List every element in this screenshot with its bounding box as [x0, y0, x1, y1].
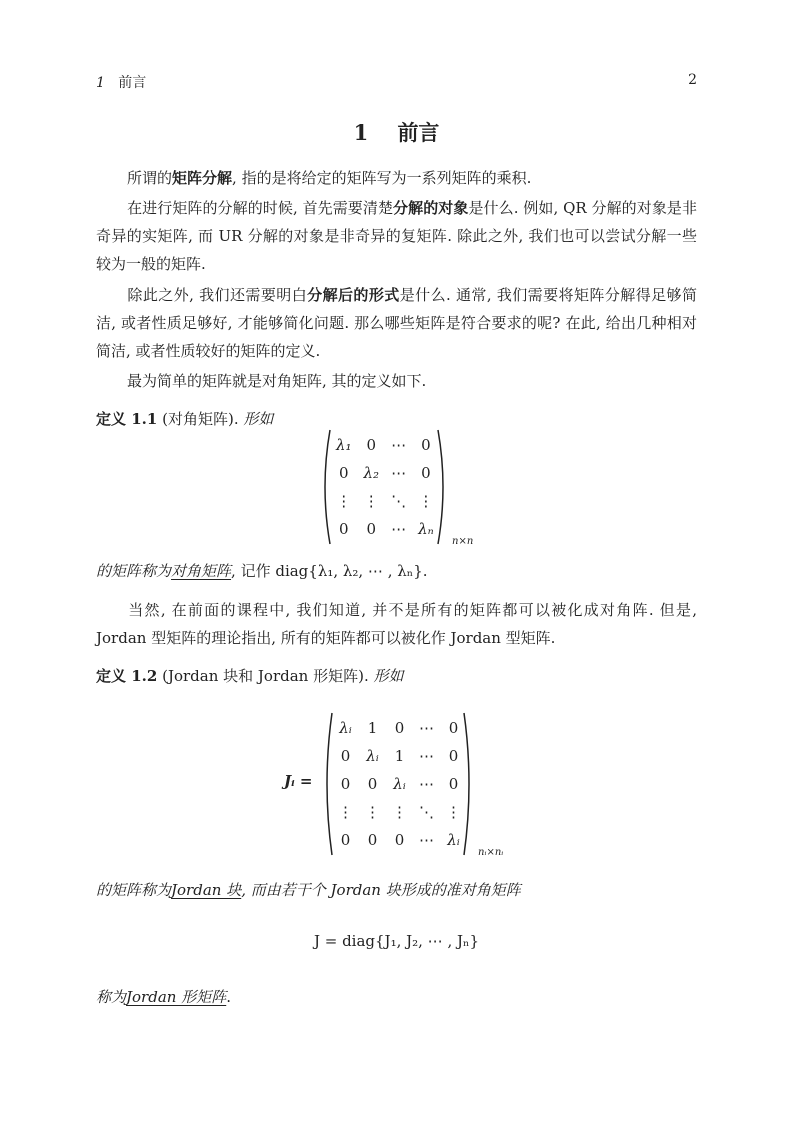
section-title-text: 前言	[397, 120, 440, 145]
matrix-body	[332, 714, 467, 854]
p2-text-a: 在进行矩阵的分解的时候, 首先需要清楚	[127, 199, 394, 217]
matrix-cell: 0	[421, 436, 431, 454]
paragraph-1	[96, 164, 697, 192]
p3-bold-term: 分解后的形式	[307, 286, 400, 304]
definition-label: 定义 1.2	[96, 667, 158, 685]
matrix-cell: ⋮	[338, 803, 353, 821]
p2-text-b: 是什么. 例如, QR 分解的对象是非奇异的实矩阵, 而 UR 分解的对象是非奇异的复矩阵. 除此之外, 我们也可以尝试分解一些较为一般的矩阵.	[96, 199, 697, 273]
definition-lead: 形如	[243, 410, 274, 428]
matrix-dimensions: n×n	[452, 536, 474, 547]
matrix-cell: 0	[340, 831, 351, 849]
def1-after-b: , 记作 diag{λ₁, λ₂, ⋯ , λₙ}.	[231, 562, 428, 580]
matrix-row	[332, 742, 467, 770]
matrix-row	[332, 714, 467, 742]
matrix-cell: λ₁	[336, 436, 352, 454]
paragraph-3	[96, 281, 697, 365]
paragraph-4	[96, 367, 697, 395]
matrix-cell: 0	[366, 520, 377, 538]
matrix-cell: λᵢ	[447, 831, 460, 849]
matrix-cell: 0	[340, 747, 351, 765]
definition-name: (Jordan 块和 Jordan 形矩阵).	[162, 667, 369, 685]
matrix-cell: ⋯	[419, 831, 434, 849]
matrix-row	[332, 826, 467, 854]
matrix-cell: λᵢ	[339, 719, 352, 737]
defined-term: 对角矩阵	[171, 562, 232, 580]
p1-text-b: , 指的是将给定的矩阵写为一系列矩阵的乘积.	[232, 169, 532, 187]
matrix-cell: ⋯	[419, 719, 434, 737]
p4-text: 最为简单的矩阵就是对角矩阵, 其的定义如下.	[127, 372, 427, 390]
matrix-cell: ⋮	[392, 803, 407, 821]
p3-text-a: 除此之外, 我们还需要明白	[127, 286, 308, 304]
definition-2-conclusion	[96, 879, 697, 901]
defined-term: Jordan 形矩阵	[126, 988, 227, 1006]
chapter-title: 前言	[118, 75, 147, 91]
definition-lead: 形如	[373, 667, 404, 685]
matrix-cell: 1	[394, 747, 405, 765]
matrix-cell: λₙ	[418, 520, 434, 538]
matrix-cell: 0	[340, 775, 351, 793]
paragraph-2	[96, 194, 697, 278]
jordan-block-matrix	[320, 711, 520, 861]
matrix-row	[332, 770, 467, 798]
matrix-cell: λ₂	[363, 464, 380, 482]
def2-final-b: .	[226, 988, 231, 1006]
matrix-cell: 0	[367, 775, 378, 793]
definition-name: (对角矩阵).	[162, 410, 239, 428]
matrix-cell: 0	[338, 464, 349, 482]
p5-text: 当然, 在前面的课程中, 我们知道, 并不是所有的矩阵都可以被化成对角阵. 但是, Jordan 型矩阵的理论指出, 所有的矩阵都可以被化作 Jordan 型矩阵.	[96, 601, 697, 647]
section-number: 1	[353, 120, 369, 145]
section-title	[96, 117, 697, 147]
matrix-cell: ⋮	[363, 492, 379, 510]
matrix-cell: ⋮	[446, 803, 461, 821]
equation-text: J = diag{J₁, J₂, ⋯ , Jₙ}	[313, 932, 480, 950]
matrix-cell: ⋱	[419, 803, 434, 821]
page-number: 2	[688, 72, 697, 88]
right-paren	[436, 428, 450, 546]
matrix-cell: 0	[421, 464, 431, 482]
matrix-cell: ⋮	[336, 492, 352, 510]
definition-1-heading	[96, 408, 697, 430]
matrix-dimensions: nᵢ×nᵢ	[478, 847, 504, 858]
matrix-cell: ⋯	[419, 747, 434, 765]
def2-after-a: 的矩阵称为	[96, 881, 172, 899]
matrix-cell: 0	[394, 831, 405, 849]
def2-final-a: 称为	[96, 988, 127, 1006]
matrix-cell: ⋮	[365, 803, 380, 821]
defined-term: Jordan 块	[171, 881, 242, 899]
p1-text-a: 所谓的	[127, 169, 173, 187]
matrix-cell: ⋯	[391, 464, 407, 482]
matrix-cell: 0	[448, 719, 459, 737]
p2-bold-term: 分解的对象	[393, 199, 469, 217]
definition-2-heading	[96, 665, 697, 687]
diagonal-matrix	[318, 428, 476, 550]
matrix-body	[330, 431, 440, 543]
chapter-number: 1	[96, 75, 105, 91]
matrix-cell: λᵢ	[366, 747, 379, 765]
matrix-cell: 0	[338, 520, 349, 538]
paragraph-5	[96, 596, 697, 652]
matrix-row	[332, 798, 467, 826]
matrix-cell: 0	[448, 775, 459, 793]
matrix-cell: 0	[448, 747, 459, 765]
p1-bold-term: 矩阵分解	[172, 169, 233, 187]
matrix-row	[330, 515, 440, 543]
matrix-cell: 0	[367, 831, 378, 849]
matrix-cell: 0	[394, 719, 405, 737]
matrix-cell: ⋱	[391, 492, 407, 510]
def2-after-b: , 而由若干个 Jordan 块形成的准对角矩阵	[241, 881, 521, 899]
jordan-block-lhs: Jᵢ =	[284, 772, 313, 790]
running-header-left	[96, 72, 146, 92]
definition-1-conclusion	[96, 560, 697, 582]
matrix-cell: 1	[367, 719, 378, 737]
right-paren	[462, 711, 476, 857]
matrix-cell: ⋯	[391, 520, 407, 538]
matrix-cell: ⋮	[418, 492, 434, 510]
matrix-cell: ⋯	[391, 436, 407, 454]
matrix-cell: ⋯	[419, 775, 434, 793]
definition-label: 定义 1.1	[96, 410, 158, 428]
matrix-row	[330, 487, 440, 515]
def1-after-a: 的矩阵称为	[96, 562, 172, 580]
matrix-cell: 0	[366, 436, 377, 454]
matrix-row	[330, 431, 440, 459]
p3-text-b: 是什么. 通常, 我们需要将矩阵分解得足够简洁, 或者性质足够好, 才能够简化问题. 那么哪些矩阵是符合要求的呢? 在此, 给出几种相对简洁, 或者性质较好的矩阵的定义.	[96, 286, 697, 360]
matrix-row	[330, 459, 440, 487]
definition-2-final	[96, 986, 697, 1008]
jordan-form-equation	[96, 932, 697, 950]
matrix-cell: λᵢ	[393, 775, 406, 793]
